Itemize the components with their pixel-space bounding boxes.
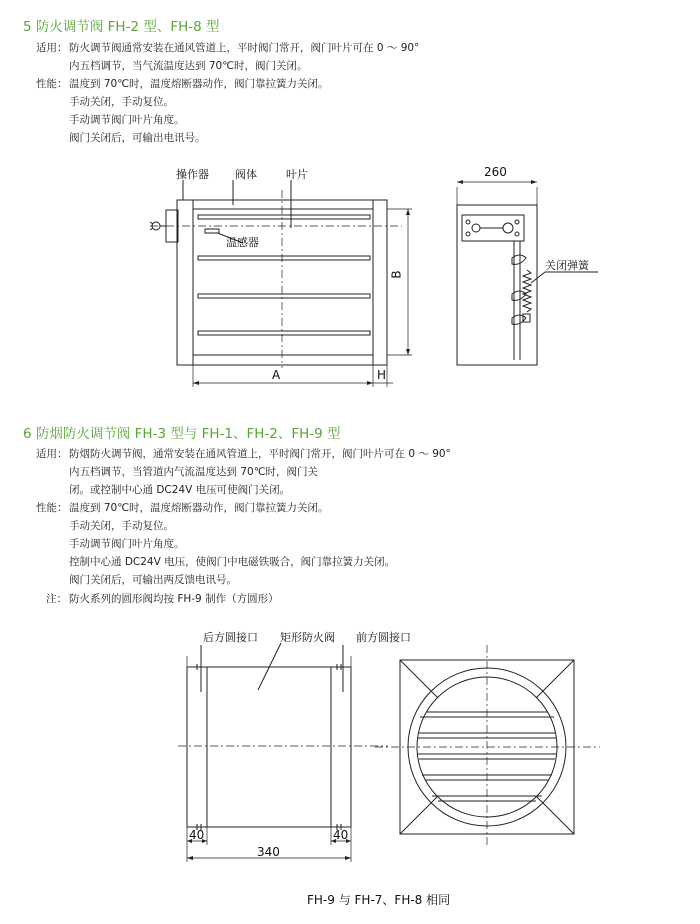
section5-usage-label: 适用： xyxy=(36,42,68,54)
section6-caption: FH-9 与 FH-7、FH-8 相同 xyxy=(307,893,451,907)
section5-perf-line-4: 阀门关闭后，可输出电讯号。 xyxy=(69,132,206,144)
dim-left-40: 40 xyxy=(189,828,205,842)
dim-b: B xyxy=(389,270,404,279)
dim-total-340: 340 xyxy=(257,845,280,859)
section6-perf-line-4: 控制中心通 DC24V 电压，使阀门中电磁铁吸合，阀门靠拉簧力关闭。 xyxy=(69,556,396,568)
section6-perf-line-5: 阀门关闭后，可输出两反馈电讯号。 xyxy=(69,574,237,586)
label-valve-body: 阀体 xyxy=(235,168,257,181)
section6-note-text: 防火系列的圆形阀均按 FH-9 制作（方圆形） xyxy=(69,593,279,605)
label-temp-sensor: 温感器 xyxy=(226,236,259,249)
section5-usage-line-2: 内五档调节，当气流温度达到 70℃时，阀门关闭。 xyxy=(69,60,308,72)
section5-title: 5 防火调节阀 FH-2 型、FH-8 型 xyxy=(23,19,220,35)
section5-usage-line-1: 防火调节阀通常安装在通风管道上，平时阀门常开，阀门叶片可在 0 ～ 90° xyxy=(69,42,420,54)
label-front-interface: 前方圆接口 xyxy=(356,631,411,644)
label-rear-interface: 后方圆接口 xyxy=(203,631,258,644)
section6-perf-label: 性能： xyxy=(36,502,68,514)
section5-perf-line-1: 温度到 70℃时，温度熔断器动作，阀门靠拉簧力关闭。 xyxy=(69,78,329,90)
label-close-spring: 关闭弹簧 xyxy=(545,259,589,272)
section6-perf-line-1: 温度到 70℃时，温度熔断器动作，阀门靠拉簧力关闭。 xyxy=(69,502,329,514)
dim-right-40: 40 xyxy=(333,828,349,842)
section6-perf-line-3: 手动调节阀门叶片角度。 xyxy=(69,538,185,550)
label-operator: 操作器 xyxy=(176,168,209,181)
section5-perf-line-2: 手动关闭，手动复位。 xyxy=(69,96,174,108)
section6-title: 6 防烟防火调节阀 FH-3 型与 FH-1、FH-2、FH-9 型 xyxy=(23,426,341,442)
label-rect-valve: 矩形防火阀 xyxy=(280,631,335,644)
section6-usage-line-2: 内五档调节，当管道内气流温度达到 70℃时，阀门关 xyxy=(69,466,318,478)
label-blade: 叶片 xyxy=(286,168,308,181)
section5-perf-label: 性能： xyxy=(36,78,68,90)
section5-perf-line-3: 手动调节阀门叶片角度。 xyxy=(69,114,185,126)
section6-note-label: 注： xyxy=(46,593,67,605)
section6-usage-label: 适用： xyxy=(36,448,68,460)
section6-usage-line-3: 闭。或控制中心通 DC24V 电压可使阀门关闭。 xyxy=(69,484,291,496)
section6-perf-line-2: 手动关闭，手动复位。 xyxy=(69,520,174,532)
dim-h: H xyxy=(377,368,387,382)
section6-usage-line-1: 防烟防火调节阀，通常安装在通风管道上，平时阀门常开，阀门叶片可在 0 ～ 90° xyxy=(69,448,451,460)
dim-side-width: 260 xyxy=(484,165,507,179)
dim-a: A xyxy=(272,368,281,382)
